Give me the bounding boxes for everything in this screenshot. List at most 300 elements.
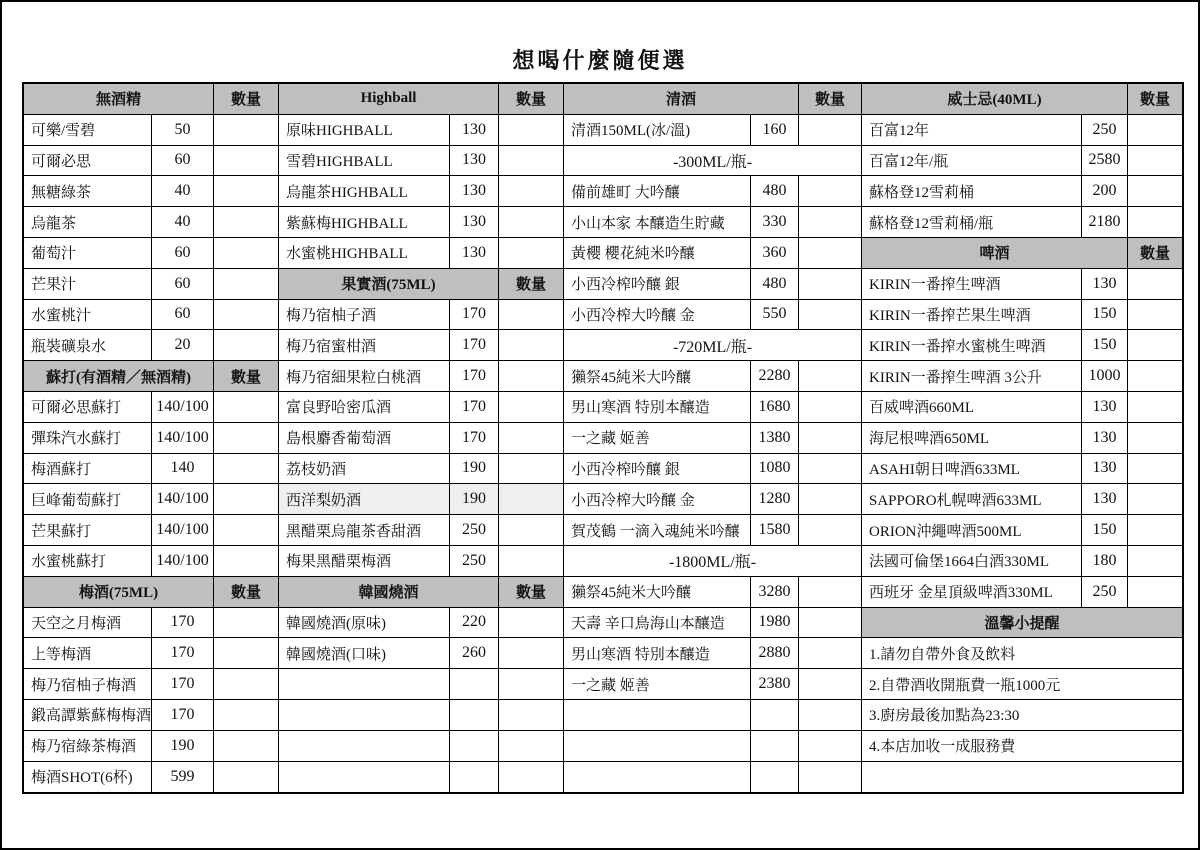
empty-row: [279, 762, 563, 793]
menu-item-name: 烏龍茶HIGHBALL: [279, 176, 450, 206]
menu-item-price: 170: [152, 608, 214, 638]
menu-group-highball-fruit-wine-soju: [279, 84, 564, 792]
size-divider-row: [564, 146, 861, 177]
menu-item-price: 60: [152, 269, 214, 299]
menu-item-price: 170: [450, 330, 499, 360]
menu-table: [22, 82, 1184, 794]
menu-item-price: 170: [450, 423, 499, 453]
menu-item-price: 140/100: [152, 423, 214, 453]
quantity-cell: [799, 115, 861, 145]
menu-item-row: [279, 330, 563, 361]
reminder-note-row: [862, 669, 1182, 700]
empty-row: [564, 731, 861, 762]
menu-item-row: [279, 176, 563, 207]
section-header-row: [24, 84, 278, 115]
menu-item-name: 獺祭45純米大吟釀: [564, 361, 751, 391]
menu-item-price: 1980: [751, 608, 799, 638]
menu-item-row: [564, 392, 861, 423]
menu-item-row: [24, 669, 278, 700]
menu-item-row: [862, 392, 1182, 423]
menu-group-whisky-beer-reminders: [862, 84, 1182, 792]
quantity-cell: [499, 608, 563, 638]
quantity-cell: [1128, 361, 1182, 391]
menu-item-price: 2380: [751, 669, 799, 699]
menu-item-name: 梅乃宿柚子酒: [279, 300, 450, 330]
quantity-cell: [799, 300, 861, 330]
menu-item-name: 黃櫻 櫻花純米吟釀: [564, 238, 751, 268]
menu-item-name: ASAHI朝日啤酒633ML: [862, 454, 1082, 484]
menu-item-price: 130: [1082, 423, 1128, 453]
menu-item-row: [564, 484, 861, 515]
menu-item-name: KIRIN一番搾芒果生啤酒: [862, 300, 1082, 330]
quantity-cell: [214, 546, 278, 576]
empty-row: [279, 669, 563, 700]
menu-item-name: 一之藏 姬善: [564, 669, 751, 699]
empty-name-cell: [564, 700, 751, 730]
menu-item-row: [279, 608, 563, 639]
menu-item-name: 梅乃宿柚子梅酒: [24, 669, 152, 699]
menu-item-row: [564, 608, 861, 639]
quantity-cell: [799, 454, 861, 484]
menu-item-row: [24, 269, 278, 300]
menu-item-name: 上等梅酒: [24, 638, 152, 668]
menu-item-name: 梅乃宿蜜柑酒: [279, 330, 450, 360]
quantity-cell: [214, 515, 278, 545]
menu-item-name: 瓶裝礦泉水: [24, 330, 152, 360]
quantity-cell: [799, 484, 861, 514]
menu-item-price: 550: [751, 300, 799, 330]
menu-item-row: [862, 423, 1182, 454]
menu-item-name: 百富12年: [862, 115, 1082, 145]
menu-item-row: [564, 638, 861, 669]
empty-name-cell: [279, 700, 450, 730]
empty-price-cell: [751, 762, 799, 793]
menu-item-name: 清酒150ML(冰/溫): [564, 115, 751, 145]
menu-item-name: 烏龍茶: [24, 207, 152, 237]
quantity-cell: [499, 731, 563, 761]
section-header-row: [24, 361, 278, 392]
quantity-cell: [499, 700, 563, 730]
quantity-cell: [1128, 392, 1182, 422]
section-header-row: [862, 238, 1182, 269]
menu-item-row: [862, 454, 1182, 485]
quantity-cell: [214, 238, 278, 268]
quantity-cell: [799, 423, 861, 453]
menu-item-row: [24, 207, 278, 238]
menu-item-price: 170: [450, 361, 499, 391]
menu-item-name: 百富12年/瓶: [862, 146, 1082, 176]
quantity-cell: [799, 515, 861, 545]
menu-item-name: 梅乃宿細果粒白桃酒: [279, 361, 450, 391]
menu-item-row: [279, 638, 563, 669]
menu-item-row: [279, 300, 563, 331]
menu-item-name: 島根麝香葡萄酒: [279, 423, 450, 453]
menu-item-price: 130: [450, 238, 499, 268]
menu-item-price: 260: [450, 638, 499, 668]
quantity-cell: [214, 762, 278, 793]
menu-item-row: [564, 207, 861, 238]
quantity-cell: [214, 146, 278, 176]
empty-price-cell: [450, 700, 499, 730]
menu-group-sake: [564, 84, 862, 792]
quantity-cell: [499, 300, 563, 330]
quantity-header: 數量: [230, 92, 261, 109]
quantity-cell: [214, 207, 278, 237]
quantity-cell: [214, 176, 278, 206]
menu-item-row: [564, 454, 861, 485]
size-divider-label: -300ML/瓶-: [672, 153, 753, 171]
menu-item-price: 1280: [751, 484, 799, 514]
quantity-header: 數量: [814, 92, 845, 109]
quantity-cell: [214, 423, 278, 453]
menu-item-name: 韓國燒酒(口味): [279, 638, 450, 668]
menu-item-name: 水蜜桃蘇打: [24, 546, 152, 576]
quantity-cell: [499, 330, 563, 360]
menu-item-name: 小西冷榨大吟釀 金: [564, 300, 751, 330]
menu-item-name: 梅酒SHOT(6杯): [24, 762, 152, 793]
quantity-cell: [214, 454, 278, 484]
menu-item-row: [564, 269, 861, 300]
quantity-cell: [499, 392, 563, 422]
reminder-note-text: 3.廚房最後加點為23:30: [869, 708, 1020, 725]
menu-item-name: 可爾必思: [24, 146, 152, 176]
quantity-header: 數量: [515, 585, 546, 602]
menu-item-price: 1580: [751, 515, 799, 545]
menu-item-name: 水蜜桃汁: [24, 300, 152, 330]
menu-item-name: 葡萄汁: [24, 238, 152, 268]
quantity-cell: [799, 238, 861, 268]
menu-item-name: 小西冷榨吟釀 銀: [564, 454, 751, 484]
quantity-cell: [214, 330, 278, 360]
menu-item-price: 130: [450, 146, 499, 176]
menu-item-price: 140/100: [152, 484, 214, 514]
menu-item-row: [24, 608, 278, 639]
menu-item-row: [279, 361, 563, 392]
menu-item-row: [279, 238, 563, 269]
menu-item-row: [24, 423, 278, 454]
empty-merged-row: [862, 762, 1182, 793]
menu-item-name: 天壽 辛口鳥海山本釀造: [564, 608, 751, 638]
menu-item-row: [24, 176, 278, 207]
empty-name-cell: [279, 669, 450, 699]
menu-item-row: [862, 484, 1182, 515]
menu-item-row: [862, 361, 1182, 392]
menu-item-row: [862, 330, 1182, 361]
menu-item-name: 芒果汁: [24, 269, 152, 299]
menu-item-name: 梅果黑醋栗梅酒: [279, 546, 450, 576]
quantity-cell: [1128, 146, 1182, 176]
quantity-cell: [1128, 176, 1182, 206]
quantity-cell: [214, 484, 278, 514]
size-divider-row: [564, 546, 861, 577]
section-header-label: 梅酒(75ML): [24, 577, 214, 607]
page-title: 想喝什麼隨便選: [512, 48, 688, 73]
menu-item-row: [24, 392, 278, 423]
empty-cell: [862, 762, 1182, 793]
menu-item-name: 水蜜桃HIGHBALL: [279, 238, 450, 268]
menu-item-price: 130: [450, 176, 499, 206]
menu-item-row: [279, 146, 563, 177]
quantity-cell: [499, 176, 563, 206]
menu-item-name: 梅酒蘇打: [24, 454, 152, 484]
menu-item-name: 梅乃宿綠茶梅酒: [24, 731, 152, 761]
menu-item-price: 2580: [1082, 146, 1128, 176]
menu-item-row: [24, 484, 278, 515]
section-header-row: [862, 84, 1182, 115]
menu-item-price: 60: [152, 238, 214, 268]
menu-item-row: [564, 515, 861, 546]
section-header-label: 清酒: [564, 84, 799, 114]
menu-item-name: 小西冷榨吟釀 銀: [564, 269, 751, 299]
quantity-cell: [799, 731, 861, 761]
quantity-cell: [214, 392, 278, 422]
menu-item-price: 250: [450, 546, 499, 576]
menu-item-name: SAPPORO札幌啤酒633ML: [862, 484, 1082, 514]
reminder-note-row: [862, 731, 1182, 762]
menu-item-price: 130: [1082, 269, 1128, 299]
quantity-cell: [214, 638, 278, 668]
menu-item-name: 黑醋栗烏龍茶香甜酒: [279, 515, 450, 545]
menu-item-row: [564, 669, 861, 700]
menu-item-price: 130: [1082, 484, 1128, 514]
menu-item-price: 250: [1082, 115, 1128, 145]
menu-item-row: [279, 546, 563, 577]
menu-item-price: 190: [450, 484, 499, 514]
menu-item-name: 富良野哈密瓜酒: [279, 392, 450, 422]
menu-item-row: [862, 515, 1182, 546]
quantity-cell: [799, 762, 861, 793]
empty-row: [279, 700, 563, 731]
quantity-cell: [499, 669, 563, 699]
menu-item-price: 170: [152, 700, 214, 730]
menu-item-name: 蘇格登12雪莉桶/瓶: [862, 207, 1082, 237]
menu-group-non-alcoholic-soda-plum-wine: [24, 84, 279, 792]
quantity-cell: [799, 269, 861, 299]
menu-item-row: [862, 300, 1182, 331]
quantity-cell: [499, 115, 563, 145]
menu-item-price: 140/100: [152, 546, 214, 576]
menu-item-name: 蘇格登12雪莉桶: [862, 176, 1082, 206]
quantity-cell: [214, 700, 278, 730]
reminder-note-text: 1.請勿自帶外食及飲料: [869, 646, 1016, 663]
quantity-cell: [799, 361, 861, 391]
menu-item-price: 130: [1082, 392, 1128, 422]
section-header-row: [279, 84, 563, 115]
menu-item-row: [24, 238, 278, 269]
menu-item-price: 1380: [751, 423, 799, 453]
menu-item-price: 40: [152, 176, 214, 206]
menu-item-row: [24, 300, 278, 331]
quantity-cell: [799, 608, 861, 638]
menu-item-name: 韓國燒酒(原味): [279, 608, 450, 638]
menu-item-price: 190: [450, 454, 499, 484]
reminder-header-label: 溫馨小提醒: [984, 615, 1060, 632]
menu-item-row: [24, 546, 278, 577]
menu-item-row: [279, 423, 563, 454]
quantity-header: 數量: [1139, 246, 1170, 263]
size-divider-row: [564, 330, 861, 361]
menu-item-name: 可樂/雪碧: [24, 115, 152, 145]
menu-item-name: 男山寒酒 特別本釀造: [564, 392, 751, 422]
menu-item-price: 150: [1082, 515, 1128, 545]
reminder-header-row: [862, 608, 1182, 639]
section-header-row: [24, 577, 278, 608]
menu-item-row: [564, 577, 861, 608]
quantity-cell: [499, 484, 563, 514]
empty-price-cell: [450, 731, 499, 761]
empty-price-cell: [450, 669, 499, 699]
quantity-cell: [214, 669, 278, 699]
empty-row: [564, 762, 861, 793]
menu-item-row: [279, 392, 563, 423]
menu-item-price: 150: [1082, 300, 1128, 330]
menu-item-name: 鍛高譚紫蘇梅梅酒: [24, 700, 152, 730]
menu-item-row: [862, 269, 1182, 300]
section-header-label: 韓國燒酒: [279, 577, 499, 607]
reminder-note-row: [862, 700, 1182, 731]
menu-item-price: 2280: [751, 361, 799, 391]
quantity-cell: [1128, 454, 1182, 484]
menu-item-price: 360: [751, 238, 799, 268]
menu-item-price: 250: [450, 515, 499, 545]
menu-item-price: 2880: [751, 638, 799, 668]
quantity-header: 數量: [515, 277, 546, 294]
quantity-cell: [1128, 300, 1182, 330]
quantity-cell: [799, 176, 861, 206]
menu-item-name: 原味HIGHBALL: [279, 115, 450, 145]
menu-item-price: 180: [1082, 546, 1128, 576]
menu-item-price: 220: [450, 608, 499, 638]
section-header-label: 威士忌(40ML): [862, 84, 1128, 114]
quantity-cell: [799, 577, 861, 607]
menu-item-name: KIRIN一番搾生啤酒 3公升: [862, 361, 1082, 391]
quantity-cell: [499, 638, 563, 668]
menu-item-row: [24, 330, 278, 361]
menu-item-name: 西洋梨奶酒: [279, 484, 450, 514]
menu-item-row: [24, 731, 278, 762]
quantity-cell: [1128, 546, 1182, 576]
empty-name-cell: [564, 762, 751, 793]
empty-name-cell: [279, 731, 450, 761]
quantity-cell: [1128, 577, 1182, 607]
quantity-cell: [499, 454, 563, 484]
menu-item-price: 170: [450, 392, 499, 422]
menu-item-price: 170: [450, 300, 499, 330]
quantity-cell: [499, 762, 563, 793]
quantity-header: 數量: [1139, 92, 1170, 109]
reminder-note-text: 4.本店加收一成服務費: [869, 739, 1016, 756]
section-header-label: Highball: [279, 84, 499, 114]
menu-item-name: 小西冷榨大吟釀 金: [564, 484, 751, 514]
menu-item-price: 480: [751, 176, 799, 206]
menu-item-row: [24, 700, 278, 731]
menu-item-row: [279, 115, 563, 146]
menu-item-row: [564, 423, 861, 454]
section-header-label: 啤酒: [862, 238, 1128, 268]
quantity-cell: [799, 638, 861, 668]
menu-item-name: 一之藏 姬善: [564, 423, 751, 453]
empty-row: [564, 700, 861, 731]
menu-item-price: 1680: [751, 392, 799, 422]
quantity-cell: [214, 269, 278, 299]
quantity-cell: [1128, 115, 1182, 145]
section-header-row: [279, 577, 563, 608]
menu-item-price: 130: [450, 207, 499, 237]
menu-item-row: [862, 577, 1182, 608]
menu-item-name: 海尼根啤酒650ML: [862, 423, 1082, 453]
menu-item-price: 140/100: [152, 515, 214, 545]
quantity-cell: [499, 361, 563, 391]
menu-item-price: 599: [152, 762, 214, 793]
menu-item-name: 雪碧HIGHBALL: [279, 146, 450, 176]
menu-item-row: [279, 454, 563, 485]
menu-item-price: 2180: [1082, 207, 1128, 237]
menu-item-row: [24, 146, 278, 177]
quantity-cell: [214, 608, 278, 638]
empty-price-cell: [751, 731, 799, 761]
quantity-cell: [214, 115, 278, 145]
menu-item-price: 190: [152, 731, 214, 761]
section-header-label: 果實酒(75ML): [279, 269, 499, 299]
menu-item-name: 百威啤酒660ML: [862, 392, 1082, 422]
quantity-cell: [1128, 515, 1182, 545]
quantity-cell: [799, 700, 861, 730]
quantity-cell: [499, 515, 563, 545]
menu-item-price: 140: [152, 454, 214, 484]
empty-name-cell: [564, 731, 751, 761]
menu-item-name: 芒果蘇打: [24, 515, 152, 545]
menu-item-name: 荔枝奶酒: [279, 454, 450, 484]
menu-item-row: [862, 546, 1182, 577]
section-header-label: 無酒精: [24, 84, 214, 114]
quantity-cell: [499, 238, 563, 268]
menu-item-price: 250: [1082, 577, 1128, 607]
menu-item-price: 170: [152, 638, 214, 668]
menu-item-row: [24, 638, 278, 669]
menu-item-price: 60: [152, 146, 214, 176]
quantity-cell: [799, 669, 861, 699]
menu-item-name: 天空之月梅酒: [24, 608, 152, 638]
menu-item-price: 20: [152, 330, 214, 360]
section-header-row: [564, 84, 861, 115]
menu-item-row: [862, 176, 1182, 207]
quantity-header: 數量: [515, 92, 546, 109]
menu-item-name: 巨峰葡萄蘇打: [24, 484, 152, 514]
menu-item-name: 可爾必思蘇打: [24, 392, 152, 422]
menu-item-price: 40: [152, 207, 214, 237]
quantity-cell: [799, 207, 861, 237]
menu-item-row: [564, 176, 861, 207]
quantity-cell: [1128, 207, 1182, 237]
menu-item-price: 50: [152, 115, 214, 145]
menu-item-name: 男山寒酒 特別本釀造: [564, 638, 751, 668]
menu-item-price: 130: [1082, 454, 1128, 484]
quantity-cell: [799, 392, 861, 422]
empty-name-cell: [279, 762, 450, 793]
quantity-cell: [1128, 330, 1182, 360]
quantity-cell: [214, 300, 278, 330]
menu-item-row: [564, 361, 861, 392]
quantity-header: 數量: [230, 369, 261, 386]
quantity-header: 數量: [230, 585, 261, 602]
menu-item-price: 140/100: [152, 392, 214, 422]
menu-item-row: [862, 146, 1182, 177]
menu-item-price: 200: [1082, 176, 1128, 206]
menu-item-name: KIRIN一番搾生啤酒: [862, 269, 1082, 299]
menu-item-price: 1000: [1082, 361, 1128, 391]
quantity-cell: [1128, 423, 1182, 453]
quantity-cell: [1128, 484, 1182, 514]
